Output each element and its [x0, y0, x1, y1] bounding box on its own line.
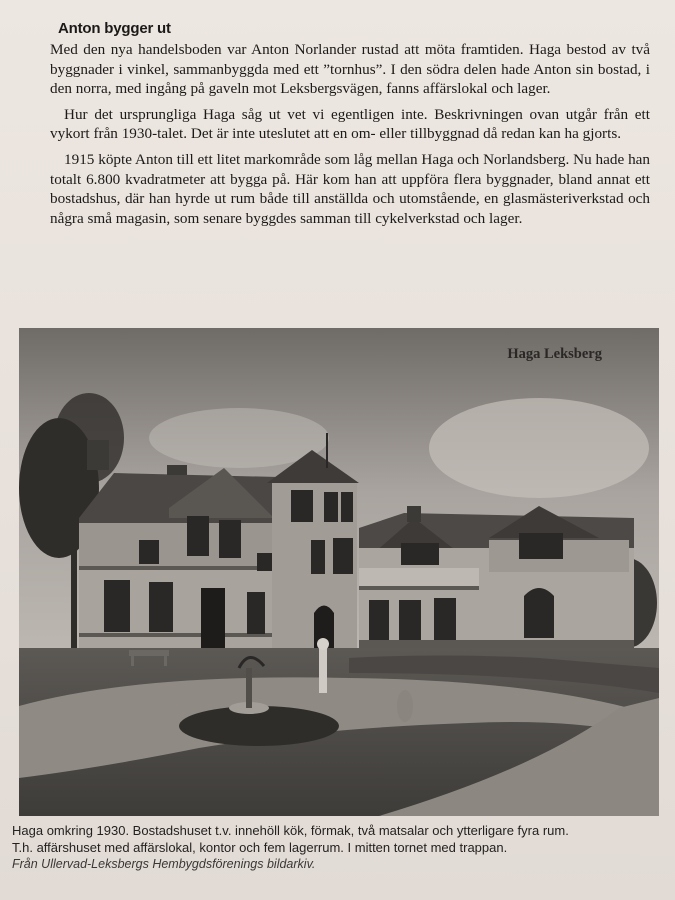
- paragraph-3: 1915 köpte Anton till ett litet markområde som låg mellan Haga och Norlandsberg. Nu hade han totalt 6.800 kvadratmeter att bygga på. Här kom han att uppföra flera byggnader, bland annat ett bostadshus, där han hyrde ut rum både till anställda och utomstående, en glasmästeriverkstad och några små magasin, som senare byggdes samman till cykelverkstad och lager.: [50, 150, 650, 227]
- photo-credit: Från Ullervad-Leksbergs Hembygdsförenings bildarkiv.: [12, 857, 316, 871]
- paragraph-2: Hur det ursprungliga Haga såg ut vet vi egentligen inte. Beskrivningen ovan utgår från ett vykort från 1930-talet. Det är inte uteslutet att en om- eller tillbyggnad då redan kan ha gjorts.: [50, 105, 650, 143]
- photo-illustration: [19, 328, 659, 816]
- right-house: [359, 506, 634, 648]
- body-text: [50, 40, 650, 234]
- section-heading: Anton bygger ut: [58, 20, 171, 37]
- caption-line-2: T.h. affärshuset med affärslokal, kontor och fem lagerrum. I mitten tornet med trappan.: [12, 840, 508, 855]
- postcard-label: Haga Leksberg: [507, 346, 602, 362]
- paragraph-1: Med den nya handelsboden var Anton Norlander rustad att möta framtiden. Haga bestod av två byggnader i vinkel, sammanbyggda med ett ”tornhus”. I den södra delen hade Anton sin bostad, i den norra, med ingång på gaveln mot Leksbergsvägen, fanns affärslokal och lager.: [50, 41, 650, 98]
- historic-photograph: [19, 328, 659, 816]
- caption-line-1: Haga omkring 1930. Bostadshuset t.v. innehöll kök, förmak, två matsalar och ytterligare fyra rum.: [12, 823, 569, 838]
- photo-caption: [12, 822, 662, 873]
